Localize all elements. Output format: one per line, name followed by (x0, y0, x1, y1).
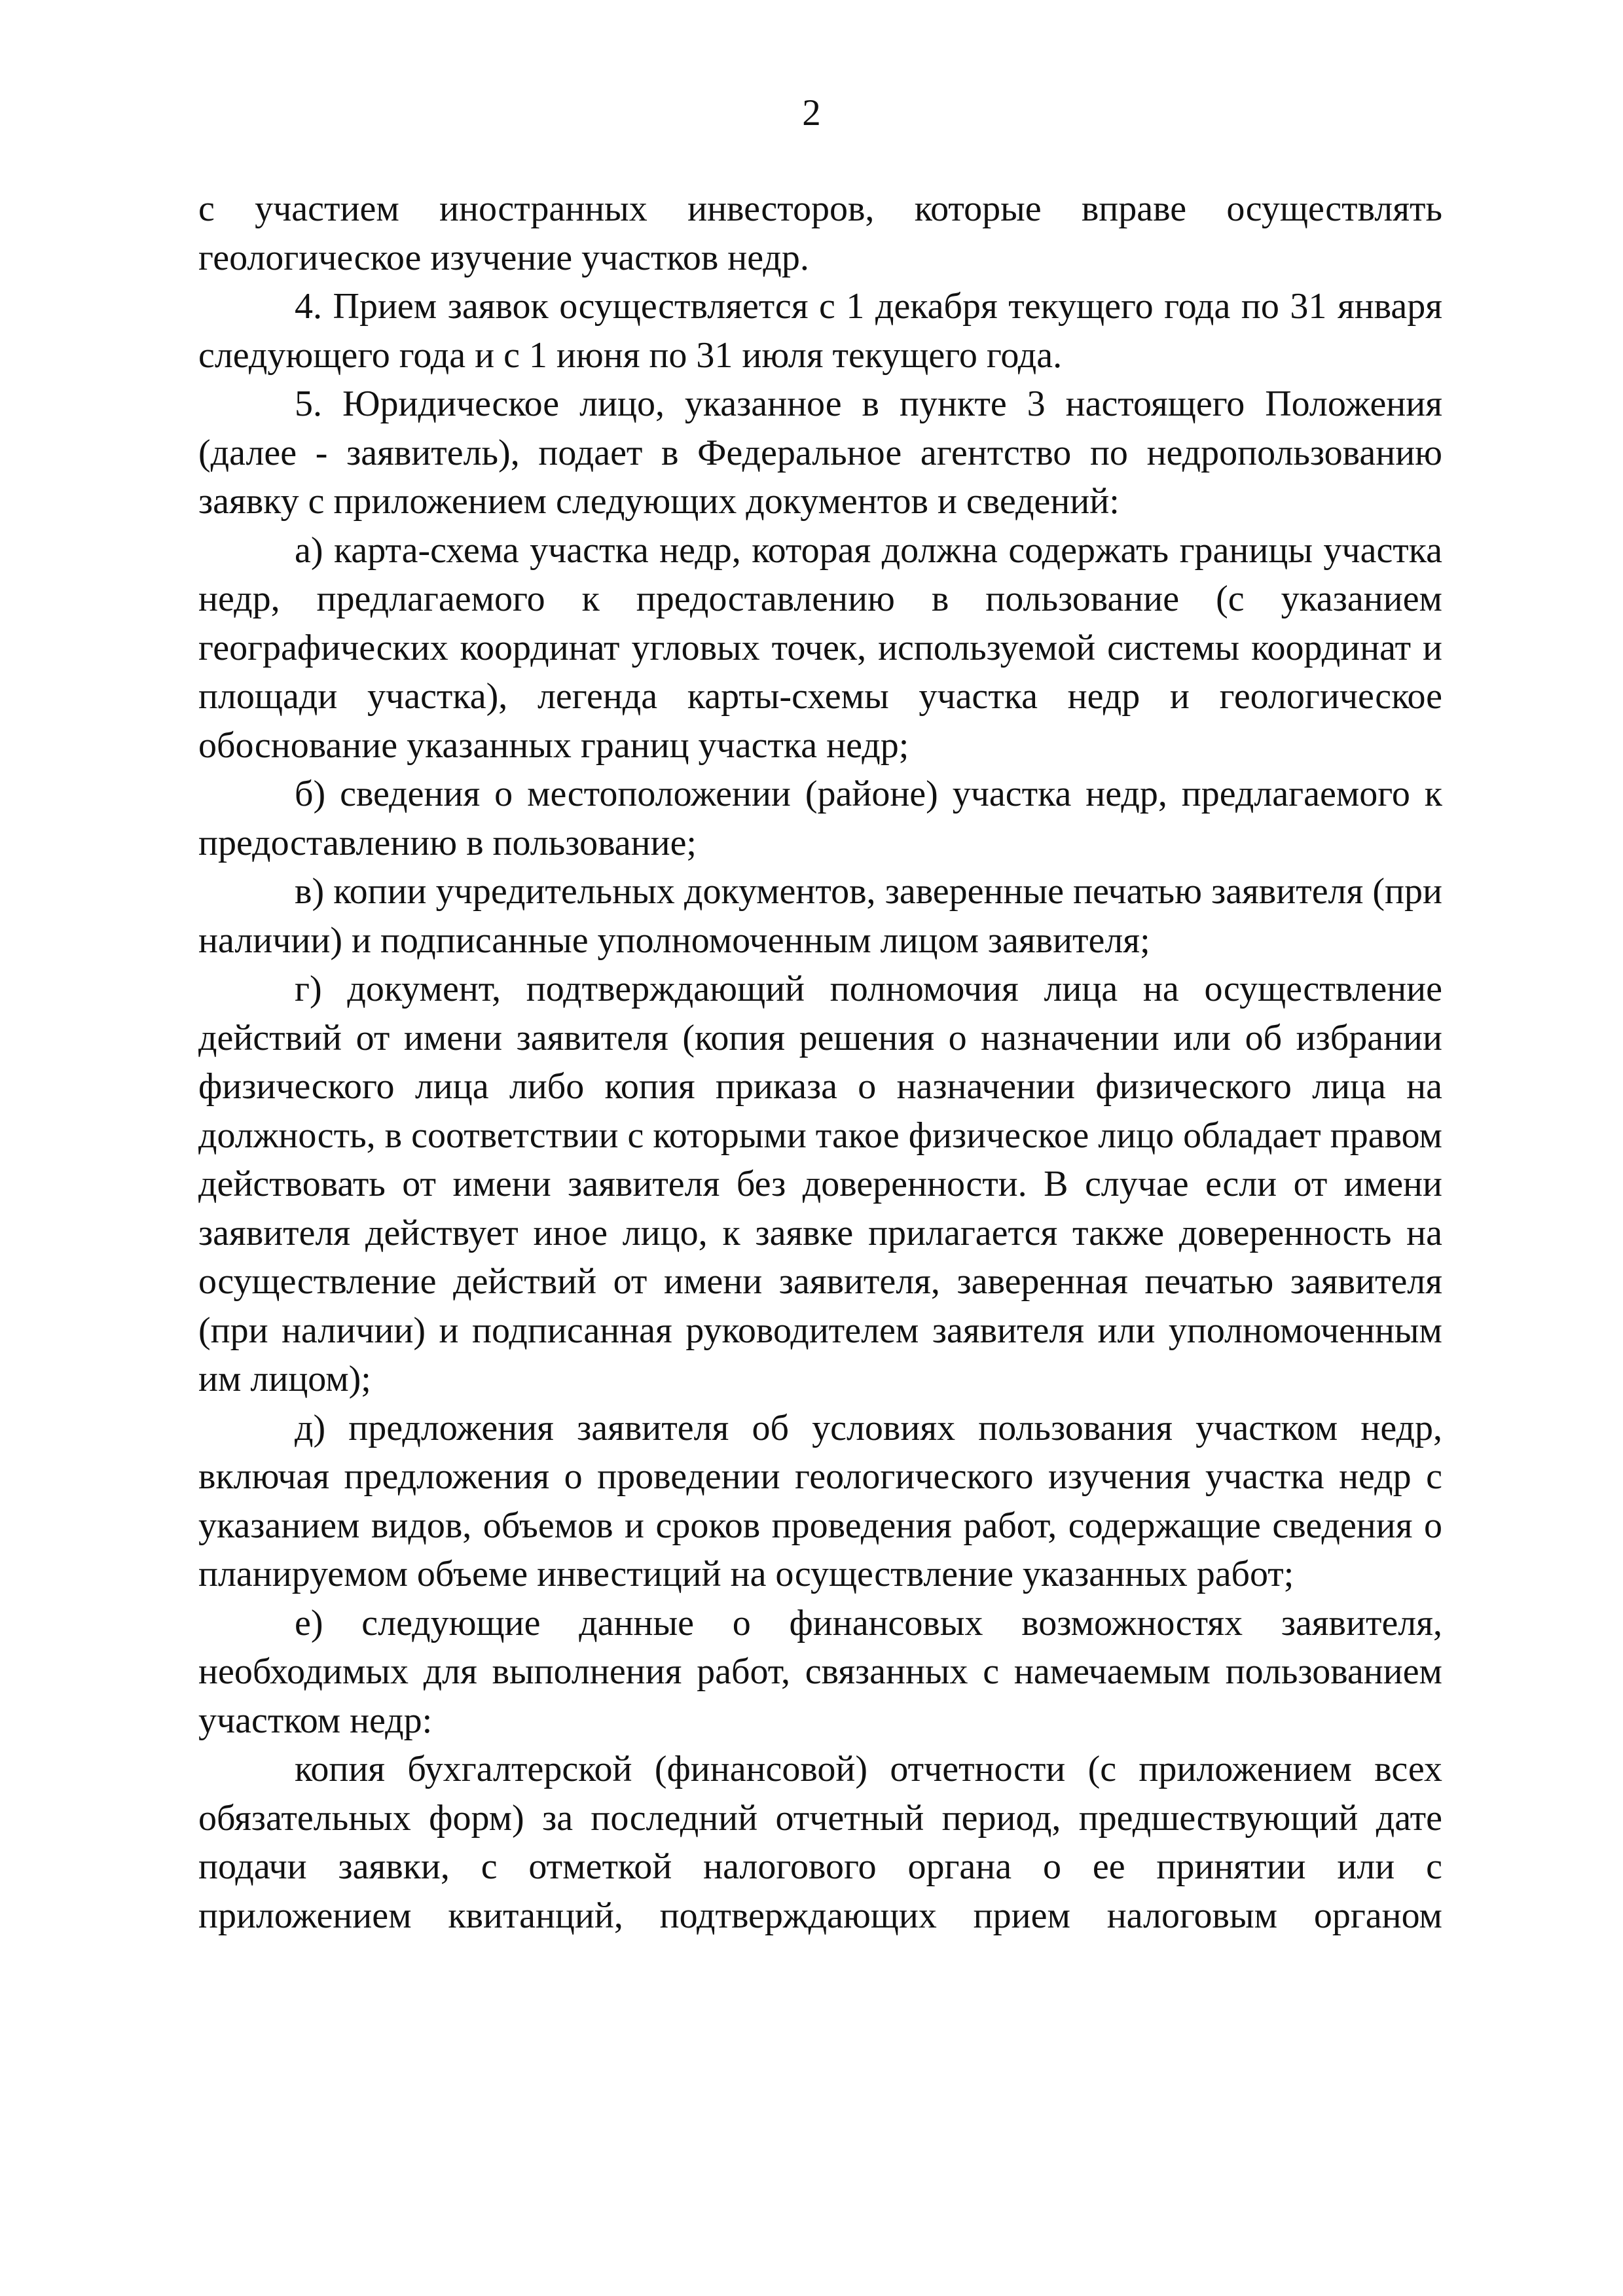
page-number: 2 (802, 92, 821, 134)
paragraph-subitem-v: в) копии учредительных документов, заверенные печатью заявителя (при наличии) и подписанные уполномоченным лицом заявителя; (198, 871, 1442, 961)
paragraph-item-5: 5. Юридическое лицо, указанное в пункте 3 настоящего Положения (далее - заявитель), подает в Федеральное агентство по недропользованию заявку с приложением следующих документов и сведений: (198, 384, 1442, 522)
paragraph-subitem-a: а) карта-схема участка недр, которая должна содержать границы участка недр, предлагаемого к предоставлению в пользование (с указанием географических координат угловых точек, используемой системы координат и площади участка), легенда карты-схемы участка недр и геологическое обоснование указанных границ участка недр; (198, 529, 1442, 766)
paragraph-accounting-copy: копия бухгалтерской (финансовой) отчетности (с приложением всех обязательных форм) за последний отчетный период, предшествующий дате подачи заявки, с отметкой налогового органа о ее принятии или с приложением квитанций, подтверждающих прием налоговым органом (198, 1749, 1442, 1936)
paragraph-subitem-g: г) документ, подтверждающий полномочия лица на осуществление действий от имени заявителя (копия решения о назначении или об избрании физического лица либо копия приказа о назначении физического лица на должность, в соответствии с которыми такое физическое лицо обладает правом действовать от имени заявителя без доверенности. В случае если от имени заявителя действует иное лицо, к заявке прилагается также доверенность на осуществление действий от имени заявителя, заверенная печатью заявителя (при наличии) и подписанная руководителем заявителя или уполномоченным им лицом); (198, 969, 1442, 1399)
paragraph-subitem-e: е) следующие данные о финансовых возможностях заявителя, необходимых для выполнения работ, связанных с намечаемым пользованием участком недр: (198, 1602, 1442, 1741)
paragraph-continuation: с участием иностранных инвесторов, которые вправе осуществлять геологическое изучение участков недр. (198, 188, 1442, 278)
paragraph-subitem-d: д) предложения заявителя об условиях пользования участком недр, включая предложения о проведении геологического изучения участка недр с указанием видов, объемов и сроков проведения работ, содержащие сведения о планируемом объеме инвестиций на осуществление указанных работ; (198, 1407, 1442, 1594)
paragraph-item-4: 4. Прием заявок осуществляется с 1 декабря текущего года по 31 января следующего года и с 1 июня по 31 июля текущего года. (198, 286, 1442, 376)
document-body (198, 185, 1442, 1940)
paragraph-subitem-b: б) сведения о местоположении (районе) участка недр, предлагаемого к предоставлению в пользование; (198, 774, 1442, 863)
